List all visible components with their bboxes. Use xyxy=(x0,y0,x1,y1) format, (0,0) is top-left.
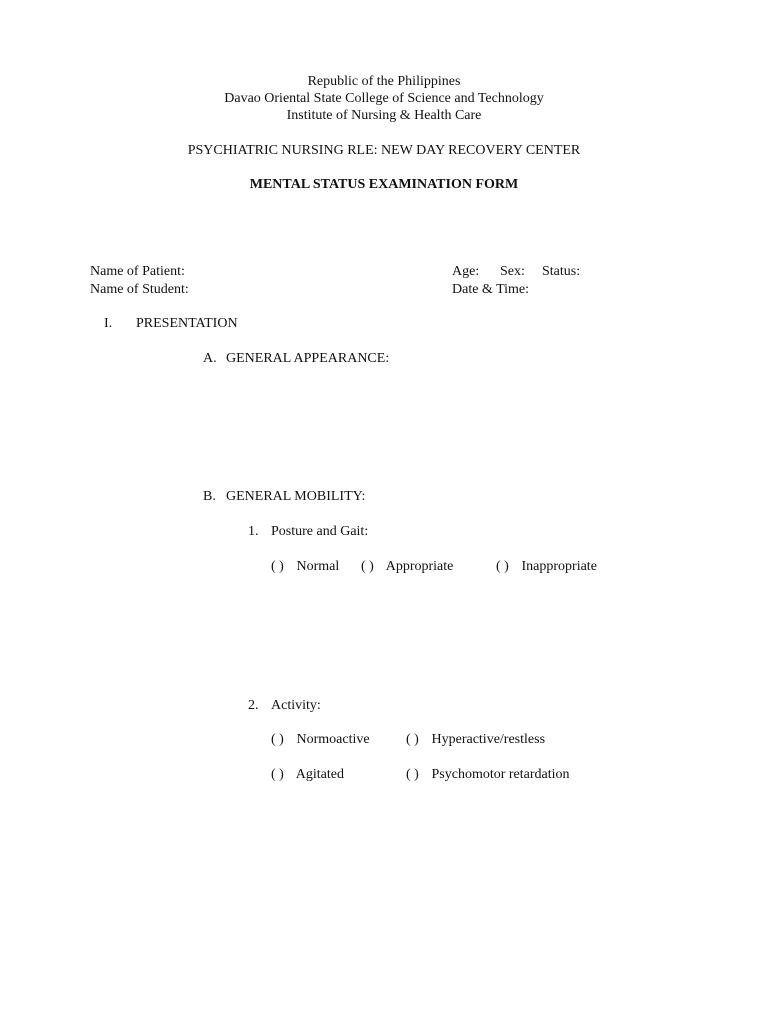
status-label: Status: xyxy=(542,264,581,279)
header-program: PSYCHIATRIC NURSING RLE: NEW DAY RECOVERY CENTER xyxy=(187,143,581,158)
checkbox-inappropriate[interactable]: ( ) xyxy=(496,559,509,574)
sex-label: Sex: xyxy=(500,264,525,279)
header-republic: Republic of the Philippines xyxy=(307,74,461,89)
option-agitated[interactable] xyxy=(271,766,344,783)
checkbox-agitated[interactable]: ( ) xyxy=(271,767,284,782)
form-title: MENTAL STATUS EXAMINATION FORM xyxy=(249,177,519,192)
header-institute: Institute of Nursing & Health Care xyxy=(286,108,482,123)
option-agitated-label: Agitated xyxy=(295,767,344,782)
item-2-number: 2. xyxy=(248,698,259,713)
option-hyperactive[interactable] xyxy=(406,731,545,748)
option-normoactive-label: Normoactive xyxy=(296,732,370,747)
header-college: Davao Oriental State College of Science and Technology xyxy=(224,91,544,106)
option-inappropriate-label: Inappropriate xyxy=(521,559,597,574)
general-mobility-heading: GENERAL MOBILITY: xyxy=(226,489,366,504)
subsection-a-label: A. xyxy=(203,351,217,366)
option-psychomotor-retardation-label: Psychomotor retardation xyxy=(431,767,570,782)
checkbox-normal[interactable]: ( ) xyxy=(271,559,284,574)
checkbox-hyperactive[interactable]: ( ) xyxy=(406,732,419,747)
option-appropriate-label: Appropriate xyxy=(385,559,454,574)
item-1-number: 1. xyxy=(248,524,259,539)
subsection-b-label: B. xyxy=(203,489,216,504)
checkbox-psychomotor-retardation[interactable]: ( ) xyxy=(406,767,419,782)
date-time-label: Date & Time: xyxy=(452,282,530,297)
section-title-presentation: PRESENTATION xyxy=(136,316,238,331)
checkbox-appropriate[interactable]: ( ) xyxy=(361,559,374,574)
name-of-student-label: Name of Student: xyxy=(90,282,189,297)
section-number: I. xyxy=(104,316,113,331)
option-psychomotor-retardation[interactable] xyxy=(406,766,570,783)
age-label: Age: xyxy=(452,264,480,279)
general-appearance-heading: GENERAL APPEARANCE: xyxy=(226,351,390,366)
name-of-patient-label: Name of Patient: xyxy=(90,264,185,279)
option-normoactive[interactable] xyxy=(271,731,370,748)
option-normal-label: Normal xyxy=(296,559,340,574)
option-appropriate[interactable] xyxy=(361,558,453,575)
option-hyperactive-label: Hyperactive/restless xyxy=(431,732,546,747)
checkbox-normoactive[interactable]: ( ) xyxy=(271,732,284,747)
activity-label: Activity: xyxy=(271,698,321,713)
option-inappropriate[interactable] xyxy=(496,558,597,575)
option-normal[interactable] xyxy=(271,558,339,575)
posture-gait-label: Posture and Gait: xyxy=(271,524,369,539)
